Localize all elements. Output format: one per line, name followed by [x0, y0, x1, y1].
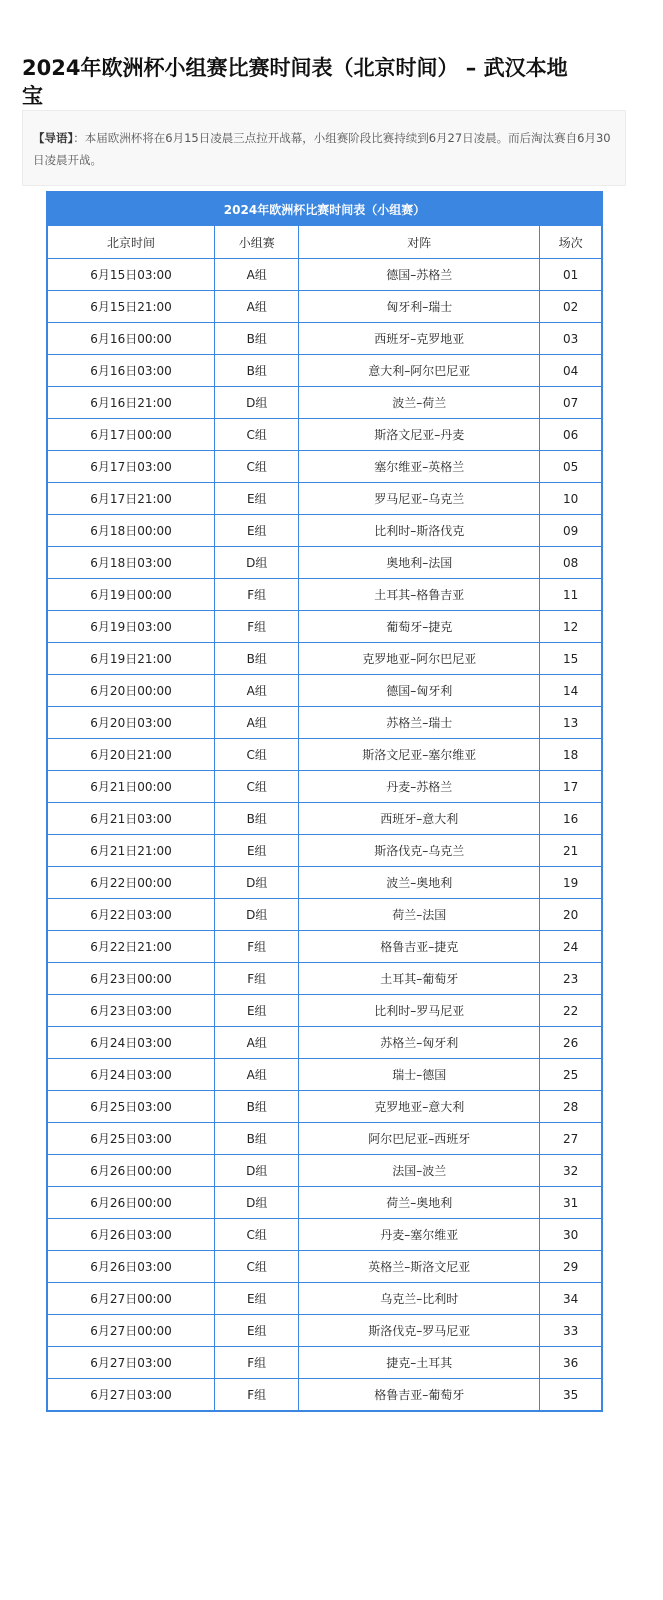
- table-row: [47, 1283, 602, 1315]
- cell-group: F组: [215, 931, 299, 963]
- cell-match: 苏格兰–瑞士: [299, 707, 540, 739]
- cell-number: 03: [540, 323, 602, 355]
- cell-group: A组: [215, 291, 299, 323]
- cell-number: 36: [540, 1347, 602, 1379]
- cell-time: 6月22日00:00: [47, 867, 215, 899]
- cell-time: 6月26日03:00: [47, 1219, 215, 1251]
- cell-group: E组: [215, 483, 299, 515]
- cell-group: D组: [215, 387, 299, 419]
- cell-time: 6月17日21:00: [47, 483, 215, 515]
- intro-label: 【导语】: [33, 131, 74, 145]
- table-row: [47, 643, 602, 675]
- cell-time: 6月23日00:00: [47, 963, 215, 995]
- cell-time: 6月27日00:00: [47, 1283, 215, 1315]
- cell-time: 6月21日21:00: [47, 835, 215, 867]
- cell-time: 6月24日03:00: [47, 1027, 215, 1059]
- cell-group: C组: [215, 1251, 299, 1283]
- cell-number: 25: [540, 1059, 602, 1091]
- cell-group: D组: [215, 1155, 299, 1187]
- cell-match: 阿尔巴尼亚–西班牙: [299, 1123, 540, 1155]
- table-row: [47, 547, 602, 579]
- table-row: [47, 867, 602, 899]
- cell-match: 波兰–荷兰: [299, 387, 540, 419]
- cell-time: 6月19日21:00: [47, 643, 215, 675]
- table-header-row: [47, 226, 602, 259]
- cell-group: C组: [215, 451, 299, 483]
- cell-group: B组: [215, 643, 299, 675]
- cell-match: 意大利–阿尔巴尼亚: [299, 355, 540, 387]
- cell-number: 06: [540, 419, 602, 451]
- cell-time: 6月17日03:00: [47, 451, 215, 483]
- cell-group: B组: [215, 1091, 299, 1123]
- cell-number: 02: [540, 291, 602, 323]
- table-row: [47, 1379, 602, 1412]
- cell-match: 西班牙–克罗地亚: [299, 323, 540, 355]
- table-row: [47, 1219, 602, 1251]
- cell-match: 乌克兰–比利时: [299, 1283, 540, 1315]
- cell-group: A组: [215, 707, 299, 739]
- cell-time: 6月20日21:00: [47, 739, 215, 771]
- cell-time: 6月21日03:00: [47, 803, 215, 835]
- cell-time: 6月27日03:00: [47, 1347, 215, 1379]
- cell-number: 10: [540, 483, 602, 515]
- cell-number: 11: [540, 579, 602, 611]
- cell-number: 01: [540, 259, 602, 291]
- table-row: [47, 1027, 602, 1059]
- cell-time: 6月15日21:00: [47, 291, 215, 323]
- intro-box: [22, 110, 626, 186]
- cell-number: 19: [540, 867, 602, 899]
- cell-time: 6月20日03:00: [47, 707, 215, 739]
- cell-number: 27: [540, 1123, 602, 1155]
- table-row: [47, 899, 602, 931]
- cell-number: 21: [540, 835, 602, 867]
- cell-number: 17: [540, 771, 602, 803]
- cell-number: 12: [540, 611, 602, 643]
- cell-group: B组: [215, 323, 299, 355]
- cell-group: A组: [215, 675, 299, 707]
- cell-time: 6月21日00:00: [47, 771, 215, 803]
- header-match: 对阵: [299, 226, 540, 259]
- table-row: [47, 451, 602, 483]
- cell-match: 克罗地亚–意大利: [299, 1091, 540, 1123]
- cell-match: 奥地利–法国: [299, 547, 540, 579]
- cell-number: 29: [540, 1251, 602, 1283]
- table-row: [47, 963, 602, 995]
- table-row: [47, 803, 602, 835]
- cell-number: 31: [540, 1187, 602, 1219]
- cell-time: 6月16日21:00: [47, 387, 215, 419]
- table-row: [47, 739, 602, 771]
- table-row: [47, 291, 602, 323]
- cell-match: 斯洛伐克–罗马尼亚: [299, 1315, 540, 1347]
- cell-time: 6月25日03:00: [47, 1123, 215, 1155]
- table-row: [47, 771, 602, 803]
- cell-time: 6月22日03:00: [47, 899, 215, 931]
- cell-match: 瑞士–德国: [299, 1059, 540, 1091]
- table-body: [47, 259, 602, 1412]
- cell-match: 德国–苏格兰: [299, 259, 540, 291]
- cell-match: 捷克–土耳其: [299, 1347, 540, 1379]
- table-row: [47, 1315, 602, 1347]
- cell-time: 6月27日00:00: [47, 1315, 215, 1347]
- cell-match: 格鲁吉亚–葡萄牙: [299, 1379, 540, 1412]
- cell-match: 西班牙–意大利: [299, 803, 540, 835]
- table-row: [47, 483, 602, 515]
- cell-time: 6月16日00:00: [47, 323, 215, 355]
- cell-number: 20: [540, 899, 602, 931]
- cell-match: 苏格兰–匈牙利: [299, 1027, 540, 1059]
- cell-match: 土耳其–格鲁吉亚: [299, 579, 540, 611]
- cell-time: 6月25日03:00: [47, 1091, 215, 1123]
- cell-group: B组: [215, 1123, 299, 1155]
- cell-group: C组: [215, 1219, 299, 1251]
- table-row: [47, 835, 602, 867]
- cell-time: 6月22日21:00: [47, 931, 215, 963]
- cell-number: 07: [540, 387, 602, 419]
- cell-match: 波兰–奥地利: [299, 867, 540, 899]
- table-row: [47, 1251, 602, 1283]
- table-row: [47, 1155, 602, 1187]
- cell-match: 荷兰–法国: [299, 899, 540, 931]
- cell-group: D组: [215, 899, 299, 931]
- cell-match: 斯洛伐克–乌克兰: [299, 835, 540, 867]
- cell-number: 33: [540, 1315, 602, 1347]
- cell-match: 法国–波兰: [299, 1155, 540, 1187]
- cell-number: 23: [540, 963, 602, 995]
- table-row: [47, 419, 602, 451]
- cell-group: F组: [215, 1347, 299, 1379]
- table-row: [47, 611, 602, 643]
- cell-number: 13: [540, 707, 602, 739]
- table-row: [47, 995, 602, 1027]
- table-row: [47, 707, 602, 739]
- cell-time: 6月16日03:00: [47, 355, 215, 387]
- cell-time: 6月17日00:00: [47, 419, 215, 451]
- cell-number: 09: [540, 515, 602, 547]
- cell-group: E组: [215, 835, 299, 867]
- cell-number: 34: [540, 1283, 602, 1315]
- table-row: [47, 1187, 602, 1219]
- cell-time: 6月23日03:00: [47, 995, 215, 1027]
- table-row: [47, 259, 602, 291]
- cell-group: E组: [215, 515, 299, 547]
- cell-time: 6月27日03:00: [47, 1379, 215, 1412]
- header-time: 北京时间: [47, 226, 215, 259]
- cell-number: 15: [540, 643, 602, 675]
- cell-match: 德国–匈牙利: [299, 675, 540, 707]
- intro-text: ：本届欧洲杯将在6月15日凌晨三点拉开战幕，小组赛阶段比赛持续到6月27日凌晨。而后淘汰赛自6月30日凌晨开战。: [33, 131, 611, 167]
- cell-group: F组: [215, 963, 299, 995]
- cell-match: 英格兰–斯洛文尼亚: [299, 1251, 540, 1283]
- table-row: [47, 1091, 602, 1123]
- cell-time: 6月19日03:00: [47, 611, 215, 643]
- cell-number: 05: [540, 451, 602, 483]
- cell-number: 04: [540, 355, 602, 387]
- table-caption-row: [47, 192, 602, 226]
- cell-match: 丹麦–苏格兰: [299, 771, 540, 803]
- cell-match: 斯洛文尼亚–丹麦: [299, 419, 540, 451]
- cell-group: B组: [215, 803, 299, 835]
- cell-time: 6月15日03:00: [47, 259, 215, 291]
- cell-match: 葡萄牙–捷克: [299, 611, 540, 643]
- cell-group: E组: [215, 995, 299, 1027]
- table-row: [47, 323, 602, 355]
- cell-group: E组: [215, 1315, 299, 1347]
- cell-group: A组: [215, 1027, 299, 1059]
- cell-number: 22: [540, 995, 602, 1027]
- cell-number: 32: [540, 1155, 602, 1187]
- cell-group: F组: [215, 611, 299, 643]
- cell-match: 斯洛文尼亚–塞尔维亚: [299, 739, 540, 771]
- table-caption: 2024年欧洲杯比赛时间表（小组赛）: [47, 192, 602, 226]
- cell-group: F组: [215, 1379, 299, 1412]
- cell-match: 克罗地亚–阿尔巴尼亚: [299, 643, 540, 675]
- cell-time: 6月24日03:00: [47, 1059, 215, 1091]
- cell-time: 6月18日03:00: [47, 547, 215, 579]
- table-row: [47, 931, 602, 963]
- cell-group: E组: [215, 1283, 299, 1315]
- cell-match: 土耳其–葡萄牙: [299, 963, 540, 995]
- table-row: [47, 515, 602, 547]
- cell-match: 匈牙利–瑞士: [299, 291, 540, 323]
- cell-group: D组: [215, 547, 299, 579]
- cell-group: F组: [215, 579, 299, 611]
- header-group: 小组赛: [215, 226, 299, 259]
- cell-match: 比利时–斯洛伐克: [299, 515, 540, 547]
- cell-group: A组: [215, 1059, 299, 1091]
- cell-group: C组: [215, 771, 299, 803]
- schedule-table: [46, 191, 603, 1412]
- cell-match: 荷兰–奥地利: [299, 1187, 540, 1219]
- cell-group: A组: [215, 259, 299, 291]
- cell-number: 28: [540, 1091, 602, 1123]
- cell-match: 丹麦–塞尔维亚: [299, 1219, 540, 1251]
- table-row: [47, 355, 602, 387]
- cell-number: 26: [540, 1027, 602, 1059]
- cell-time: 6月26日00:00: [47, 1187, 215, 1219]
- table-row: [47, 1347, 602, 1379]
- table-row: [47, 1123, 602, 1155]
- cell-number: 35: [540, 1379, 602, 1412]
- cell-number: 30: [540, 1219, 602, 1251]
- cell-number: 24: [540, 931, 602, 963]
- cell-number: 18: [540, 739, 602, 771]
- cell-group: D组: [215, 867, 299, 899]
- cell-number: 08: [540, 547, 602, 579]
- cell-group: D组: [215, 1187, 299, 1219]
- cell-group: B组: [215, 355, 299, 387]
- table-row: [47, 675, 602, 707]
- cell-time: 6月20日00:00: [47, 675, 215, 707]
- cell-time: 6月19日00:00: [47, 579, 215, 611]
- table-row: [47, 1059, 602, 1091]
- cell-group: C组: [215, 739, 299, 771]
- page-title: 2024年欧洲杯小组赛比赛时间表（北京时间） – 武汉本地宝: [22, 56, 568, 109]
- table-row: [47, 387, 602, 419]
- cell-match: 格鲁吉亚–捷克: [299, 931, 540, 963]
- cell-number: 16: [540, 803, 602, 835]
- cell-time: 6月26日03:00: [47, 1251, 215, 1283]
- cell-time: 6月26日00:00: [47, 1155, 215, 1187]
- cell-match: 罗马尼亚–乌克兰: [299, 483, 540, 515]
- cell-match: 塞尔维亚–英格兰: [299, 451, 540, 483]
- cell-number: 14: [540, 675, 602, 707]
- header-number: 场次: [540, 226, 602, 259]
- table-row: [47, 579, 602, 611]
- cell-group: C组: [215, 419, 299, 451]
- cell-time: 6月18日00:00: [47, 515, 215, 547]
- cell-match: 比利时–罗马尼亚: [299, 995, 540, 1027]
